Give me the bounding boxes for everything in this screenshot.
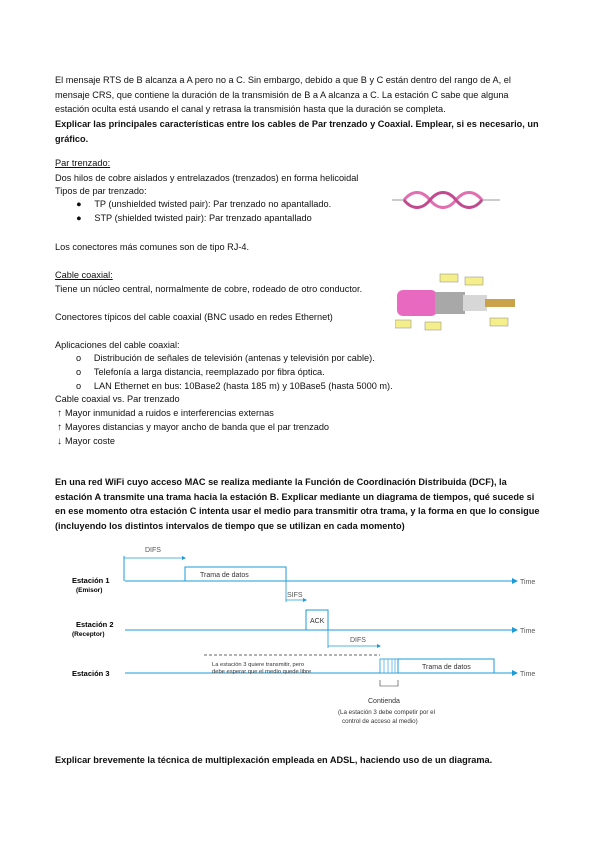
list-item: o Distribución de señales de televisión (antenas y televisión por cable). [76,353,375,363]
difs-label-2: DIFS [350,637,366,644]
coaxial-heading: Cable coaxial: [55,270,113,280]
station3-label: Estación 3 [72,669,110,678]
list-item: o LAN Ethernet en bus: 10Base2 (hasta 185 m) y 10Base5 (hasta 5000 m). [76,381,393,391]
wait-note-line2: debe esperar que el medio quede libre [212,669,312,675]
difs-label: DIFS [145,547,161,554]
pair-wire-a [404,193,482,208]
sifs-label: SIFS [287,592,303,599]
list-item: o Telefonía a larga distancia, reemplazado por fibra óptica. [76,367,325,377]
list-item: ↑ Mayores distancias y mayor ancho de banda que el par trenzado [57,422,330,433]
contention-slots [380,659,398,673]
coaxial-apps-label: Aplicaciones del cable coaxial: [55,340,180,350]
coaxial-illustration [395,272,525,332]
ack-label: ACK [310,618,325,625]
contention-note-line1: (La estación 3 debe competir por el [338,709,435,716]
twisted-pair-desc: Dos hilos de cobre aislados y entrelazados (trenzados) en forma helicoidal [55,173,359,183]
question-cables: Explicar las principales características entre los cables de Par trenzado y Coaxial. Emplear, si es necesario, un gráfico. [55,119,539,144]
coaxial-desc: Tiene un núcleo central, normalmente de cobre, rodeado de otro conductor. [55,284,363,294]
time-label: Time [520,579,536,586]
twisted-pair-heading: Par trenzado: [55,158,111,168]
rts-cts-explanation: El mensaje RTS de B alcanza a A pero no a C. Sin embargo, debido a que B y C están dentro del rango de A, el mensaje CRS, que contiene la duración de la transmisión de B a A alcanza a C. La estación C sabe que alguna estación oculta está usando el canal y retrasa la transmisión hasta que la duración se completa. [55,75,511,114]
station1-role: (Emisor) [76,587,103,594]
twisted-pair-types-label: Tipos de par trenzado: [55,186,147,196]
dcf-timing-diagram [60,540,560,730]
list-item: ● TP (unshielded twisted pair): Par trenzado no apantallado. [76,199,332,209]
station2-role: (Receptor) [72,631,105,638]
coaxial-vs-label: Cable coaxial vs. Par trenzado [55,394,180,404]
list-item: ↓ Mayor coste [57,436,116,447]
time-label: Time [520,628,536,635]
coaxial-connectors: Conectores típicos del cable coaxial (BNC usado en redes Ethernet) [55,312,333,322]
data-frame-label-2: Trama de datos [422,664,471,671]
list-item: ● STP (shielded twisted pair): Par trenzado apantallado [76,213,312,223]
twisted-pair-illustration [392,186,507,214]
list-item: ↑ Mayor inmunidad a ruidos e interferencias externas [57,408,274,419]
contention-note-line2: control de acceso al medio) [342,718,418,725]
time-label: Time [520,671,536,678]
question-adsl: Explicar brevemente la técnica de multiplexación empleada en ADSL, haciendo uso de un diagrama. [55,755,493,765]
station1-label: Estación 1 [72,576,110,585]
contention-label: Contienda [368,698,400,705]
station2-label: Estación 2 [76,620,114,629]
question-dcf: En una red WiFi cuyo acceso MAC se realiza mediante la Función de Coordinación Distribuida (DCF), la estación A transmite una trama hacia la estación B. Explicar mediante un diagrama de tiempos, qué sucede si en ese momento otra estación C intenta usar el medio para transmitir otra trama, y la forma en que lo consigue (incluyendo los distintos intervalos de tiempo que se utilizan en cada momento) [55,477,540,531]
data-frame-label: Trama de datos [200,572,249,579]
twisted-pair-connectors: Los conectores más comunes son de tipo RJ-4. [55,242,250,252]
wait-note-line1: La estación 3 quiere transmitir, pero [212,662,305,668]
pair-wire-b [404,193,482,208]
